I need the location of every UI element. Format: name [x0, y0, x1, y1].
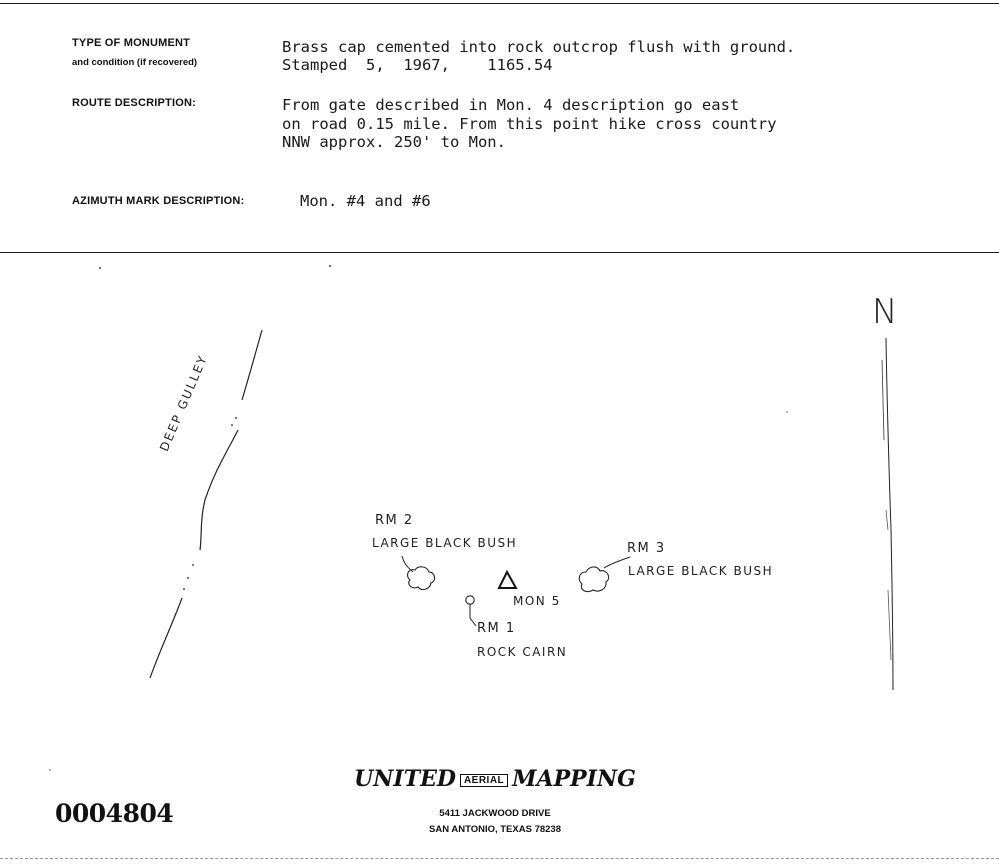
- gulley-dot: [231, 424, 233, 426]
- monument-description-line1: Brass cap cemented into rock outcrop flush with ground.: [282, 38, 796, 56]
- rm2-description: LARGE BLACK BUSH: [372, 536, 518, 550]
- stray-dot: [49, 769, 51, 771]
- gulley-line: [242, 330, 262, 400]
- company-name: [330, 766, 660, 792]
- azimuth-mark-value: Mon. #4 and #6: [300, 192, 431, 210]
- route-description-line3: NNW approx. 250' to Mon.: [282, 133, 506, 151]
- rm3-title: RM 3: [627, 541, 666, 556]
- company-address-line2: SAN ANTONIO, TEXAS 78238: [429, 824, 561, 835]
- gulley-line: [200, 430, 238, 550]
- route-description-label: ROUTE DESCRIPTION:: [72, 97, 196, 109]
- gulley-dot: [235, 417, 237, 419]
- monument-description-line2: Stamped 5, 1967, 1165.54: [282, 56, 553, 74]
- gulley-label: DEEP GULLEY: [157, 352, 211, 454]
- north-arrow-line: [886, 510, 891, 660]
- route-description-line2: on road 0.15 mile. From this point hike cross country: [282, 115, 777, 133]
- gulley-dot: [183, 588, 185, 590]
- document-number: 0004804: [55, 799, 174, 828]
- rm3-bush-icon: [579, 567, 608, 592]
- rm3-leader: [604, 557, 630, 568]
- company-address-line1: 5411 JACKWOOD DRIVE: [439, 808, 551, 819]
- north-arrow-line: [886, 338, 893, 690]
- monument-label: MON 5: [513, 594, 561, 608]
- rm1-leader: [470, 604, 476, 626]
- rm1-title: RM 1: [477, 621, 516, 636]
- north-label: N: [872, 292, 898, 332]
- gulley-dot: [192, 564, 194, 566]
- gulley-dot: [187, 577, 189, 579]
- company-name-right: MAPPING: [512, 766, 636, 792]
- condition-label: and condition (if recovered): [72, 57, 198, 68]
- route-description-line1: From gate described in Mon. 4 description go east: [282, 96, 740, 114]
- rm1-cairn-icon: [466, 596, 474, 604]
- bottom-dashed-edge: [0, 858, 999, 859]
- rm3-description: LARGE BLACK BUSH: [628, 564, 774, 578]
- monument-triangle-icon: [499, 572, 516, 588]
- stray-dot: [786, 411, 788, 413]
- stray-dot: [99, 267, 101, 269]
- company-name-left: UNITED: [354, 766, 456, 792]
- company-name-middle: AERIAL: [460, 774, 508, 787]
- rm1-description: ROCK CAIRN: [477, 645, 568, 659]
- north-arrow-line: [882, 360, 884, 440]
- gulley-line: [150, 598, 182, 678]
- rm2-title: RM 2: [375, 513, 414, 528]
- stray-dot: [329, 265, 331, 267]
- azimuth-mark-label: AZIMUTH MARK DESCRIPTION:: [72, 195, 245, 207]
- type-of-monument-label: TYPE OF MONUMENT: [72, 37, 191, 49]
